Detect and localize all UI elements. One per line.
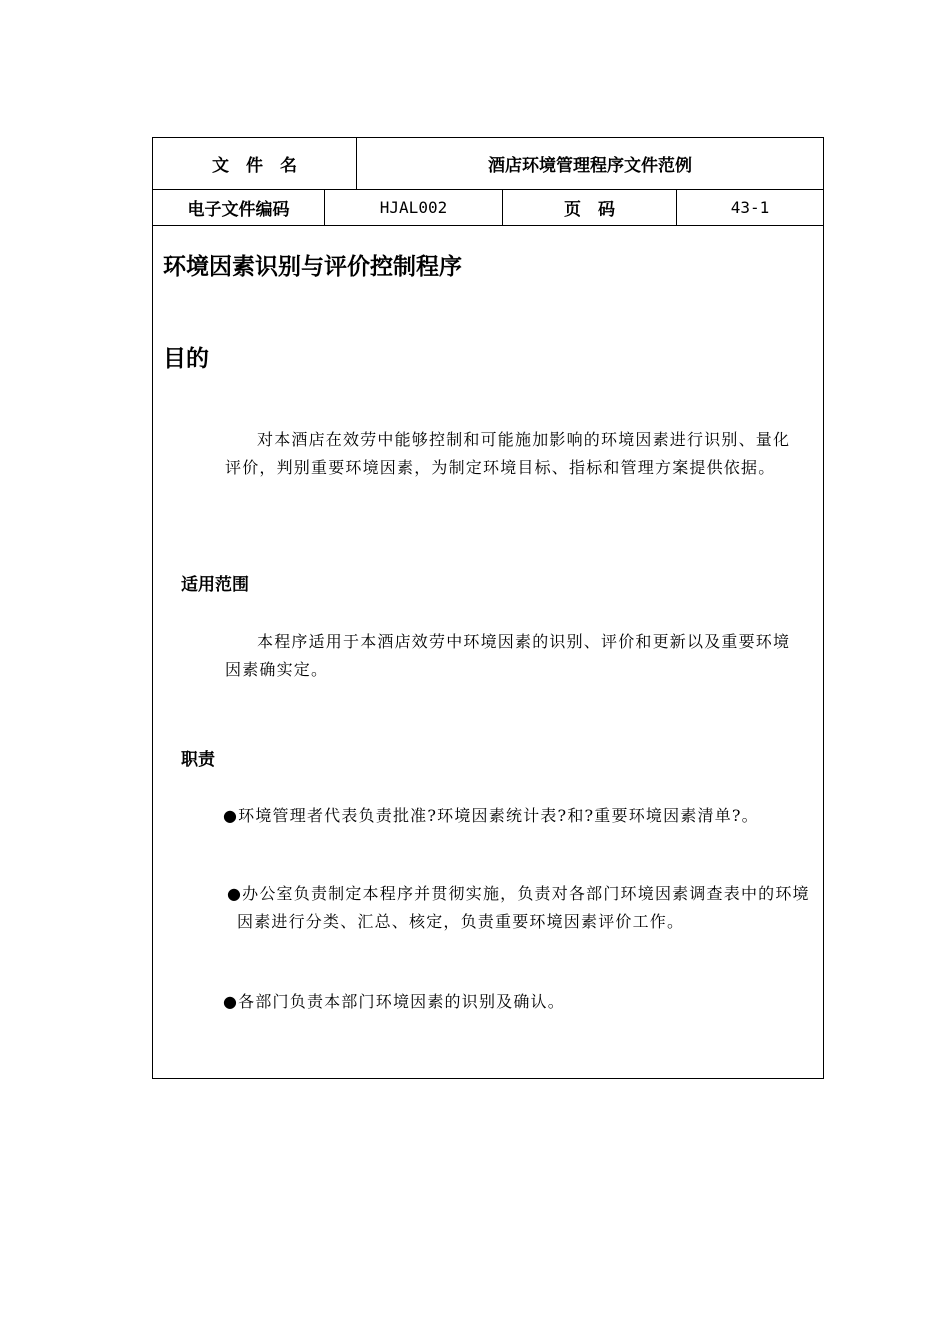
purpose-text: 对本酒店在效劳中能够控制和可能施加影响的环境因素进行识别、量化评价，判别重要环境因素，为制定环境目标、指标和管理方案提供依据。 <box>225 430 791 477</box>
purpose-heading: 目的 <box>163 346 209 372</box>
duty-item-2: ●办公室负责制定本程序并贯彻实施，负责对各部门环境因素调查表中的环境因素进行分类、汇总、核定，负责重要环境因素评价工作。 <box>227 884 810 931</box>
scope-text: 本程序适用于本酒店效劳中环境因素的识别、评价和更新以及重要环境因素确实定。 <box>225 632 791 679</box>
scope-heading: 适用范围 <box>181 575 249 595</box>
document-title: 环境因素识别与评价控制程序 <box>163 254 462 280</box>
code-value: HJAL002 <box>325 189 503 225</box>
file-name-value: 酒店环境管理程序文件范例 <box>488 156 692 176</box>
duties-heading: 职责 <box>181 750 215 770</box>
duty-item-3: ●各部门负责本部门环境因素的识别及确认。 <box>223 992 565 1011</box>
header-row-code <box>153 189 823 226</box>
header-row-file-name <box>153 138 823 190</box>
page-value: 43-1 <box>730 197 770 217</box>
duty-item-1: ●环境管理者代表负责批准?环境因素统计表?和?重要环境因素清单?。 <box>223 806 759 825</box>
document-frame <box>152 137 824 1079</box>
code-label: 电子文件编码 <box>153 189 325 225</box>
file-name-label: 文 件 名 <box>153 138 357 189</box>
page-label: 页 码 <box>503 189 677 225</box>
